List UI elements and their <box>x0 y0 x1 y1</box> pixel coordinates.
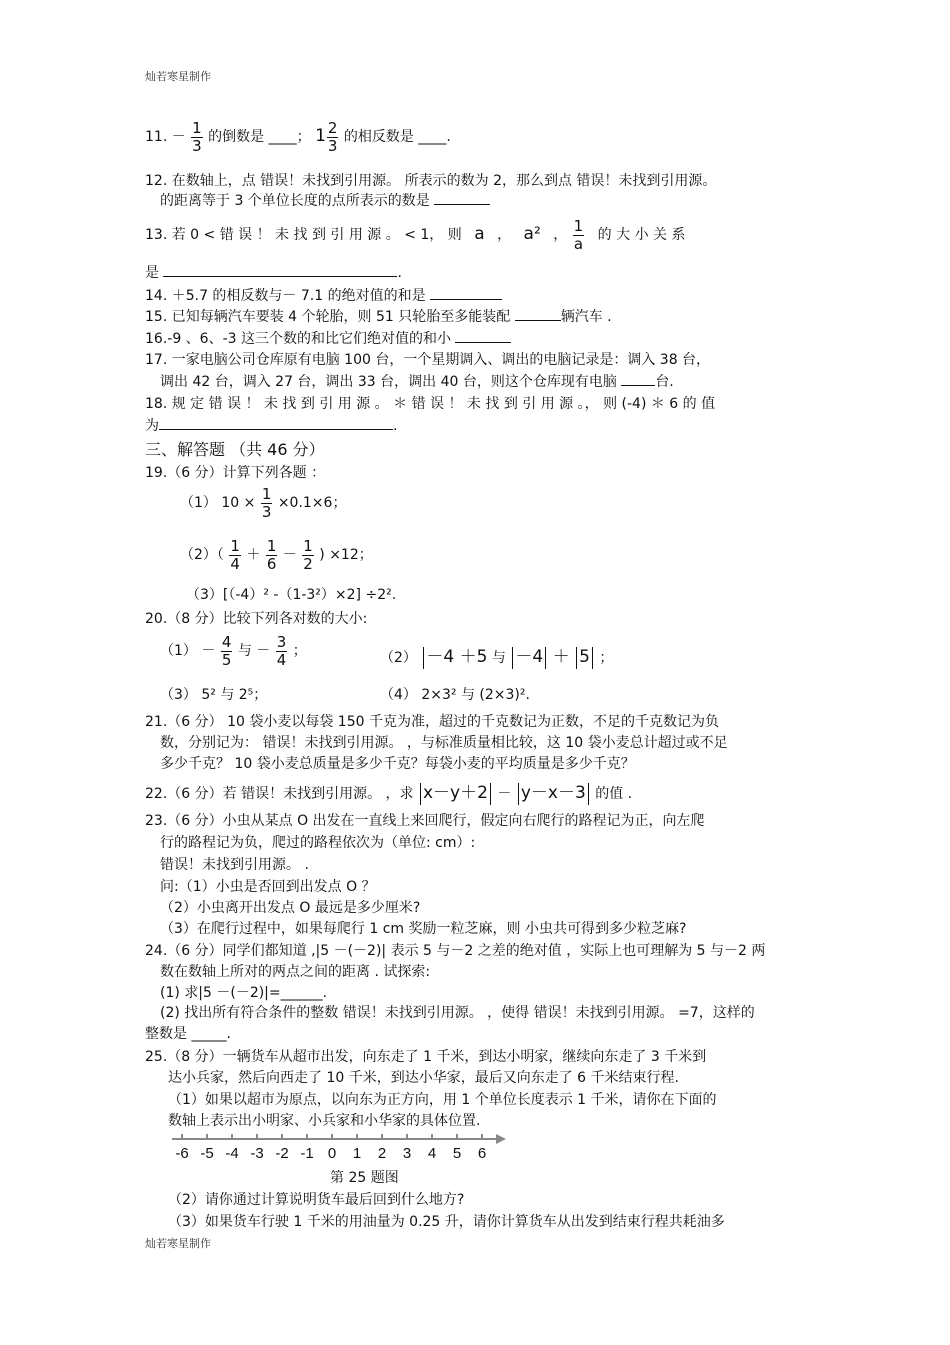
var-a: a <box>474 224 485 244</box>
q25-line-6: （3）如果货车行驶 1 千米的用油量为 0.25 升，请你计算货车从出发到结束行程共耗油多 <box>168 1214 725 1230</box>
tick-label: 4 <box>427 1145 437 1162</box>
tick-label: 3 <box>402 1145 412 1162</box>
fraction-one-half: $\frac{1}{2}$ <box>303 537 313 573</box>
tick-label: 5 <box>452 1145 462 1162</box>
q19-head: 19.（6 分）计算下列各题 ： <box>145 465 326 481</box>
answer-blank <box>455 342 511 343</box>
q25-line-1: 25.（8 分）一辆货车从超市出发，向东走了 1 千米，到达小明家，继续向东走了 3 千米到 <box>145 1049 707 1065</box>
page-header: 灿若寒星制作 <box>145 70 211 83</box>
fraction-one-over-a: $\frac{1}{a}$ <box>573 217 584 253</box>
q23-line-3: 错误！未找到引用源。 . <box>160 857 309 873</box>
fraction-two-thirds: $\frac{2}{3}$ <box>327 119 338 155</box>
answer-blank <box>163 276 397 277</box>
question-16: 16.-9 、6、-3 这三个数的和比它们绝对值的和小 <box>145 328 511 348</box>
q17-line-1: 17. 一家电脑公司仓库原有电脑 100 台，一个星期调入、调出的电脑记录是：调入 38 台， <box>145 352 711 368</box>
q11-blank-2: ____. <box>418 129 451 145</box>
q24-line-4: (2) 找出所有符合条件的整数 错误！未找到引用源。 ，使得 错误！未找到引用源。 =7，这样的 <box>160 1005 755 1021</box>
q19-part-3: （3）[（-4）² -（1-3²）×2] ÷2². <box>186 587 397 603</box>
question-13: 13. 若 0 < 错 误 ！ 未 找 到 引 用 源 。 < 1， 则 a ， a² ， $\frac{1}{a}$ 的 大 小 关 系 <box>145 217 686 253</box>
q11-text-1: 的倒数是 <box>208 129 265 145</box>
q21-line-2: 数，分别记为： 错误！未找到引用源。 ，与标准质量相比较，这 10 袋小麦总计超过或不足 <box>160 735 728 751</box>
q20-part-3: （3） 5² 与 2⁵； <box>160 687 268 703</box>
tick-label: -2 <box>275 1145 289 1162</box>
q24-line-3: (1) 求|5 －(－2)|=______. <box>160 985 328 1001</box>
answer-blank <box>159 429 393 430</box>
fraction-three-quarters: $\frac{3}{4}$ <box>276 633 287 669</box>
answer-blank <box>430 299 502 300</box>
q12-line-2: 的距离等于 3 个单位长度的点所表示的数是 <box>160 190 490 210</box>
number-line <box>168 1130 508 1164</box>
page-footer: 灿若寒星制作 <box>145 1237 211 1250</box>
var-a-squared: a² <box>523 224 541 244</box>
tick-label: -6 <box>175 1145 189 1162</box>
fraction-four-fifths: $\frac{4}{5}$ <box>221 633 232 669</box>
tick-label: 2 <box>377 1145 387 1162</box>
tick-label: 6 <box>477 1145 487 1162</box>
figure-caption: 第 25 题图 <box>330 1170 399 1186</box>
q13-line-2: 是 . <box>145 265 402 281</box>
q19-part-2: （2）（ $\frac{1}{4}$ ＋ $\frac{1}{6}$ － $\frac{1}{2}$ ) ×12； <box>180 537 373 573</box>
q11-text-2: 的相反数是 <box>343 129 414 145</box>
q12-line-1: 12. 在数轴上，点 错误！未找到引用源。 所表示的数为 2，那么到点 错误！未找到引用源。 <box>145 173 717 189</box>
q11-number: 11. <box>145 129 168 145</box>
q20-part-4: （4） 2×3² 与 (2×3)². <box>380 687 530 703</box>
q18-line-2: 为 . <box>145 418 398 434</box>
section-title: 三、解答题 （共 46 分） <box>145 440 325 459</box>
fraction-one-third: $\frac{1}{3}$ <box>192 119 202 155</box>
tick-label: -1 <box>300 1145 314 1162</box>
q17-line-2: 调出 42 台，调入 27 台，调出 33 台，调出 40 台，则这个仓库现有电脑 台. <box>160 374 674 390</box>
tick-label: -5 <box>200 1145 214 1162</box>
q19-part-1: （1） 10 × $\frac{1}{3}$ ×0.1×6； <box>180 485 347 521</box>
fraction-one-sixth: $\frac{1}{6}$ <box>266 537 277 573</box>
question-15: 15. 已知每辆汽车要装 4 个轮胎，则 51 只轮胎至多能装配 辆汽车 . <box>145 309 612 325</box>
q20-head: 20.（8 分）比较下列各对数的大小: <box>145 611 368 627</box>
minus-sign: － <box>171 129 186 145</box>
question-22: 22.（6 分）若 错误！未找到引用源。 ，求 x－y＋2 － y－x－3 的值 . <box>145 783 633 803</box>
fraction-one-quarter: $\frac{1}{4}$ <box>230 537 240 573</box>
q23-line-2: 行的路程记为负，爬过的路程依次为（单位: cm）: <box>160 835 476 851</box>
question-11 <box>145 120 451 154</box>
tick-label: -4 <box>225 1145 239 1162</box>
q23-line-6: （3）在爬行过程中，如果每爬行 1 cm 奖励一粒芝麻，则 小虫共可得到多少粒芝麻? <box>160 921 687 937</box>
q25-line-2: 达小兵家，然后向西走了 10 千米，到达小华家，最后又向东走了 6 千米结束行程. <box>168 1070 679 1086</box>
tick-label: -3 <box>250 1145 264 1162</box>
q25-line-3: （1）如果以超市为原点，以向东为正方向，用 1 个单位长度表示 1 千米，请你在下面的 <box>168 1092 717 1108</box>
q23-line-4: 问:（1）小虫是否回到出发点 O ？ <box>160 879 376 895</box>
q21-line-1: 21.（6 分） 10 袋小麦以每袋 150 千克为准，超过的千克数记为正数，不足的千克数记为负 <box>145 714 719 730</box>
answer-blank <box>515 320 561 321</box>
question-14: 14. ＋5.7 的相反数与－ 7.1 的绝对值的和是 <box>145 285 502 305</box>
tick-label: 1 <box>352 1145 362 1162</box>
tick-label: 0 <box>327 1145 337 1162</box>
q20-part-1: （1） － $\frac{4}{5}$ 与 － $\frac{3}{4}$ ； <box>160 633 307 669</box>
q24-line-1: 24.（6 分）同学们都知道 ,|5 －(－2)| 表示 5 与－2 之差的绝对值 ，实际上也可理解为 5 与－2 两 <box>145 943 766 959</box>
answer-blank <box>434 204 490 205</box>
q18-line-1: 18. 规 定 错 误 ！ 未 找 到 引 用 源 。 ＊ 错 误 ！ 未 找 到 引 用 源 。， 则 (-4) ＊ 6 的 值 <box>145 396 716 412</box>
q20-part-2: （2） －4 ＋5 与 －4 ＋ 5 ； <box>380 647 614 667</box>
fraction-one-third: $\frac{1}{3}$ <box>261 485 272 521</box>
q21-line-3: 多少千克？ 10 袋小麦总质量是多少千克？每袋小麦的平均质量是多少千克？ <box>160 756 635 772</box>
whole-part: 1 <box>315 126 326 146</box>
answer-blank <box>621 385 655 386</box>
q24-line-5: 整数是 _____. <box>145 1026 231 1042</box>
q25-line-4: 数轴上表示出小明家、小兵家和小华家的具体位置. <box>168 1113 481 1129</box>
q24-line-2: 数在数轴上所对的两点之间的距离 . 试探索: <box>160 964 431 980</box>
q23-line-5: （2）小虫离开出发点 O 最远是多少厘米? <box>160 900 421 916</box>
q11-blank-1: ____； <box>268 129 311 145</box>
q25-line-5: （2）请你通过计算说明货车最后回到什么地方? <box>168 1192 465 1208</box>
q23-line-1: 23.（6 分）小虫从某点 O 出发在一直线上来回爬行，假定向右爬行的路程记为正，向左爬 <box>145 813 705 829</box>
